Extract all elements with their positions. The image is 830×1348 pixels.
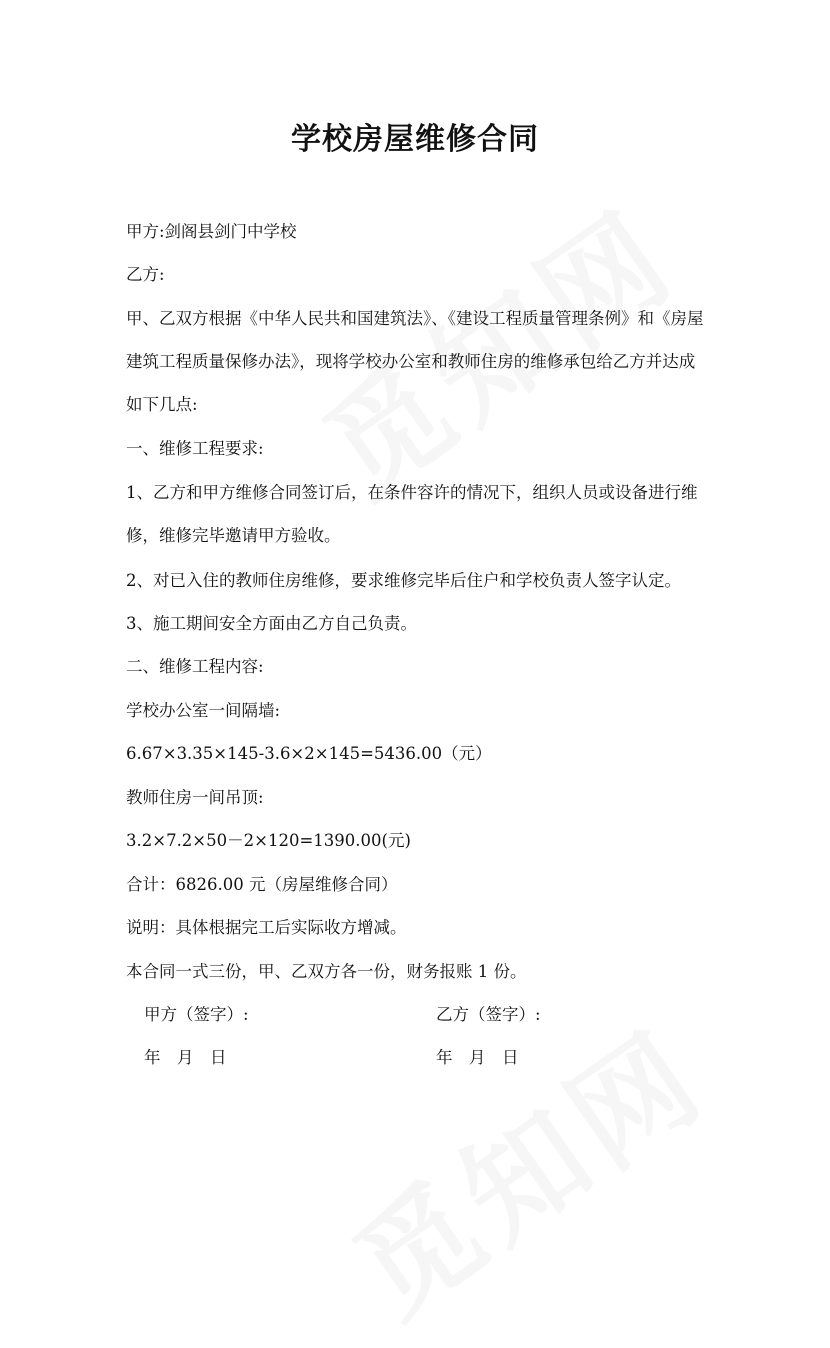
requirement-1-line-1: 1、乙方和甲方维修合同签订后，在条件容许的情况下，组织人员或设备进行维 [126, 483, 698, 502]
requirement-3: 3、施工期间安全方面由乙方自己负责。 [126, 614, 417, 633]
note-line: 说明：具体根据完工后实际收方增减。 [126, 918, 407, 937]
section-1-heading: 一、维修工程要求: [126, 439, 264, 458]
intro-line-2: 建筑工程质量保修办法》，现将学校办公室和教师住房的维修承包给乙方并达成 [126, 352, 696, 371]
item-2-label: 教师住房一间吊顶: [126, 788, 264, 807]
intro-line-1: 甲、乙双方根据《中华人民共和国建筑法》、《建设工程质量管理条例》和《房屋 [126, 309, 704, 328]
party-b-signature-label: 乙方（签字）: [436, 1005, 541, 1024]
document-title: 学校房屋维修合同 [291, 122, 539, 157]
total-line: 合计：6826.00 元（房屋维修合同） [126, 875, 398, 894]
requirement-2: 2、对已入住的教师住房维修，要求维修完毕后住户和学校负责人签字认定。 [126, 571, 681, 590]
item-1-calculation: 6.67×3.35×145-3.6×2×145=5436.00（元） [126, 744, 492, 763]
party-a-signature-label: 甲方（签字）: [144, 1005, 249, 1024]
party-b-date: 年 月 日 [436, 1048, 519, 1067]
party-a-date: 年 月 日 [144, 1048, 227, 1067]
item-1-label: 学校办公室一间隔墙: [126, 701, 281, 720]
requirement-1-line-2: 修，维修完毕邀请甲方验收。 [126, 526, 341, 545]
party-a-line: 甲方:剑阁县剑门中学校 [126, 222, 297, 241]
copies-line: 本合同一式三份，甲、乙双方各一份，财务报账 1 份。 [126, 962, 527, 981]
section-2-heading: 二、维修工程内容: [126, 657, 264, 676]
intro-line-3: 如下几点: [126, 395, 198, 414]
watermark [316, 984, 734, 1348]
party-b-line: 乙方: [126, 265, 165, 284]
item-2-calculation: 3.2×7.2×50－2×120=1390.00(元) [126, 831, 411, 850]
